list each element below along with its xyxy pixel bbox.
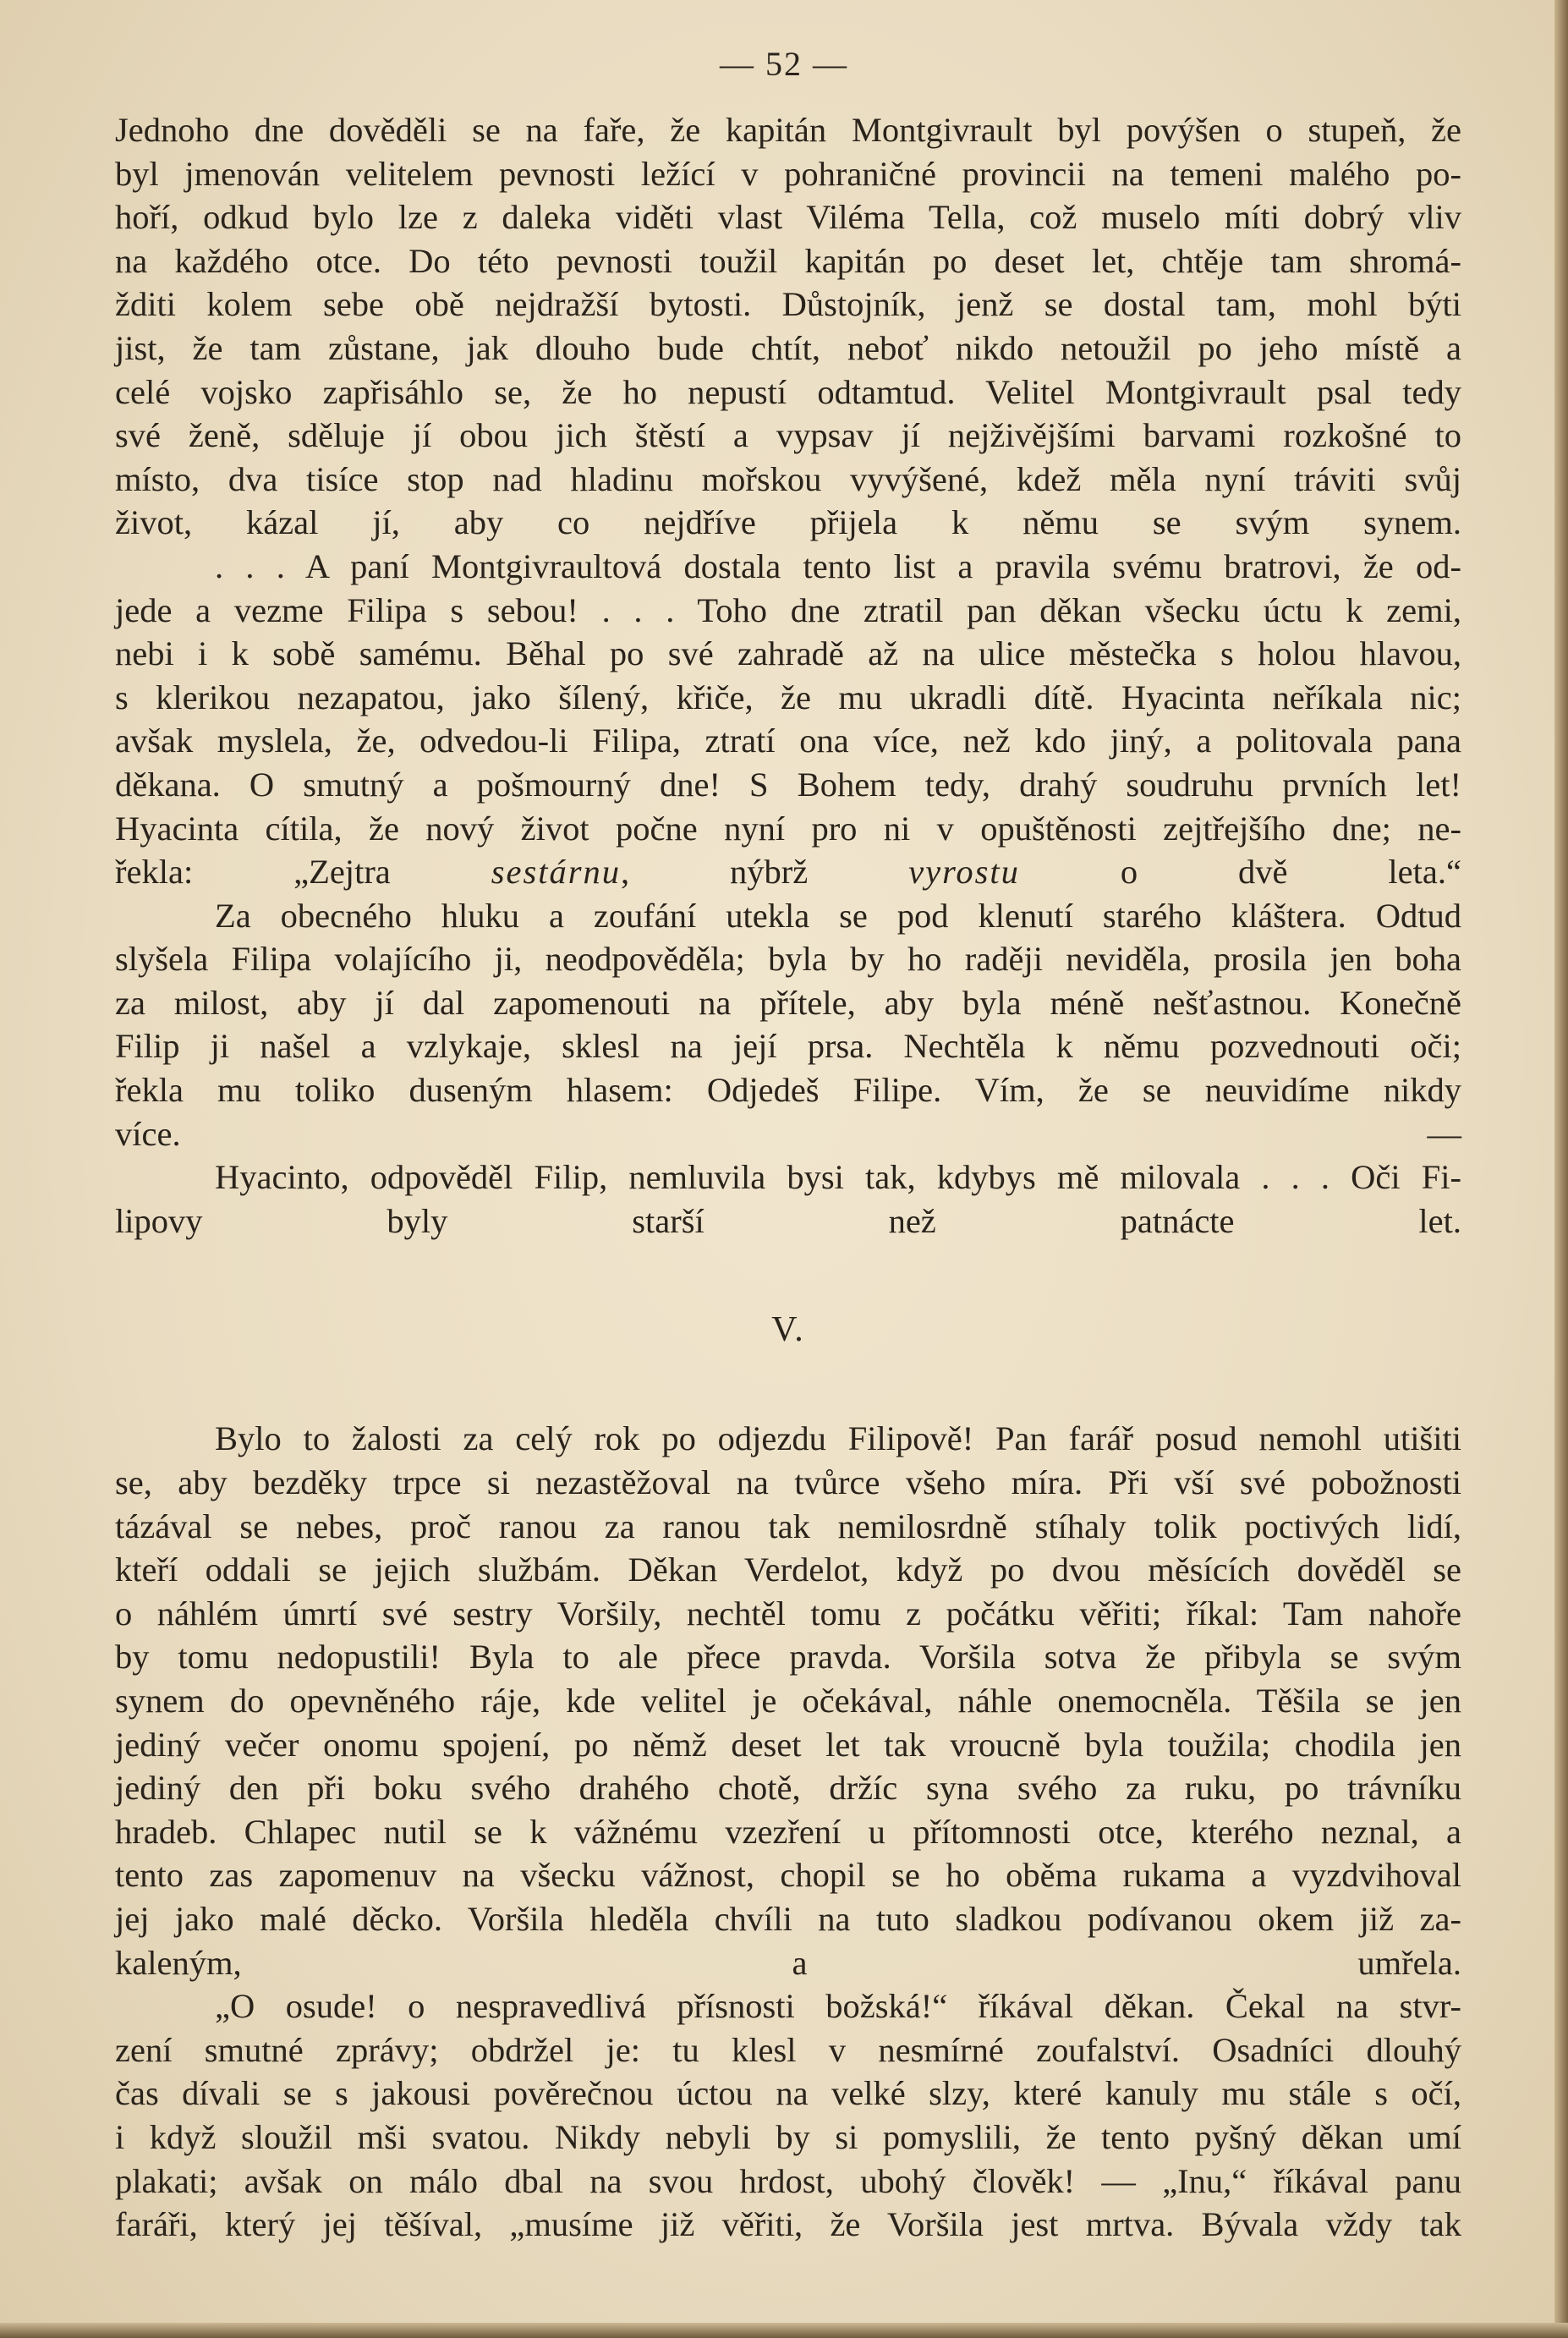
text-line: . . . A paní Montgivraultová dostala tento list a pravila svému bratrovi, že od- (215, 546, 1461, 585)
paragraph-3 (115, 894, 1461, 1156)
paragraph-1 (115, 108, 1461, 545)
italic-word: vyrostu (908, 853, 1020, 892)
text-line: tázával se nebes, proč ranou za ranou tak nemilosrdně stíhaly tolik poctivých lidí, (115, 1507, 1461, 1545)
text-line: kteří oddali se jejich službám. Děkan Verdelot, když po dvou měsících dověděl se (115, 1550, 1461, 1589)
text-line: zení smutné zprávy; obdržel je: tu klesl v nesmírné zoufalství. Osadníci dlouhý (115, 2030, 1461, 2069)
text-line: „O osude! o nespravedlivá přísnosti božská!“ říkával děkan. Čekal na stvr- (215, 1987, 1461, 2026)
text-line: faráři, který jej těšíval, „musíme již věřiti, že Voršila jest mrtva. Bývala vždy tak (115, 2205, 1461, 2244)
paragraph-4 (115, 1155, 1461, 1243)
text-line: Hyacinta cítila, že nový život počne nyní pro ni v opuštěnosti zejtřejšího dne; ne- (115, 809, 1461, 848)
quote-line (115, 850, 1461, 894)
paragraph-5 (115, 1417, 1461, 1984)
text-line: i když sloužil mši svatou. Nikdy nebyli by si pomyslili, že tento pyšný děkan umí (115, 2117, 1461, 2156)
text-line: za milost, aby jí dal zapomenouti na přítele, aby byla méně nešťastnou. Konečně (115, 983, 1461, 1022)
text-line: Jednoho dne dověděli se na faře, že kapitán Montgivrault byl povýšen o stupeň, že (115, 111, 1461, 149)
text-line: Bylo to žalosti za celý rok po odjezdu Filipově! Pan farář posud nemohl utišiti (215, 1419, 1461, 1458)
text-line: nebi i k sobě samému. Běhal po své zahradě až na ulice městečka s holou hlavou, (115, 634, 1461, 673)
text-line: jediný den při boku svého drahého chotě, držíc syna svého za ruku, po trávníku (115, 1769, 1461, 1808)
text-line: na každého otce. Do této pevnosti toužil kapitán po deset let, chtěje tam shromá- (115, 241, 1461, 280)
quote-text: řekla: „Zejtra (115, 853, 491, 892)
paragraph-2 (115, 545, 1461, 894)
text-line: avšak myslela, že, odvedou-li Filipa, ztratí ona více, než kdo jiný, a politovala pana (115, 722, 1461, 760)
text-line: s klerikou nezapatou, jako šílený, křiče, že mu ukradli dítě. Hyacinta neříkala nic; (115, 678, 1461, 716)
text-line: jist, že tam zůstane, jak dlouho bude chtít, neboť nikdo netoužil po jeho místě a (115, 328, 1461, 367)
text-line: čas dívali se s jakousi pověrečnou úctou na velké slzy, které kanuly mu stále s očí, (115, 2074, 1461, 2113)
text-line: život, kázal jí, aby co nejdříve přijela k němu se svým synem. (115, 503, 1461, 542)
text-line: místo, dva tisíce stop nad hladinu mořskou vyvýšené, kdež měla nyní tráviti svůj (115, 459, 1461, 498)
text-line: Filip ji našel a vzlykaje, sklesl na její prsa. Nechtěla k němu pozvednouti oči; (115, 1027, 1461, 1066)
text-line: plakati; avšak on málo dbal na svou hrdost, ubohý člověk! — „Inu,“ říkával panu (115, 2161, 1461, 2200)
text-line: hradeb. Chlapec nutil se k vážnému vzezření u přítomnosti otce, kterého neznal, a (115, 1812, 1461, 1851)
text-line: jede a vezme Filipa s sebou! . . . Toho dne ztratil pan děkan všecku úctu k zemi, (115, 590, 1461, 629)
page-edge-bottom (0, 2323, 1568, 2338)
page-number: — 52 — (720, 45, 848, 83)
quote-text: o dvě leta.“ (1019, 853, 1461, 892)
text-line: řekla mu toliko duseným hlasem: Odjedeš Filipe. Vím, že se neuvidíme nikdy (115, 1071, 1461, 1110)
text-line: slyšela Filipa volajícího ji, neodpověděla; byla by ho raději neviděla, prosila jen boha (115, 940, 1461, 979)
text-line: děkana. O smutný a pošmourný dne! S Bohem tedy, drahý soudruhu prvních let! (115, 765, 1461, 804)
text-line: žditi kolem sebe obě nejdražší bytosti. Důstojník, jenž se dostal tam, mohl býti (115, 285, 1461, 324)
text-line: o náhlém úmrtí své sestry Voršily, nechtěl tomu z počátku věřiti; říkal: Tam nahoře (115, 1594, 1461, 1633)
text-line: Hyacinto, odpověděl Filip, nemluvila bysi tak, kdybys mě milovala . . . Oči Fi- (215, 1158, 1461, 1197)
text-line: své ženě, sděluje jí obou jich štěstí a vypsav jí nejživějšími barvami rozkošné to (115, 416, 1461, 455)
text-line: kaleným, a umřela. (115, 1943, 1461, 1982)
italic-word: sestárnu (491, 853, 621, 892)
text-line: lipovy byly starší než patnácte let. (115, 1201, 1461, 1240)
text-line: jej jako malé děcko. Voršila hleděla chvíli na tuto sladkou podívanou okem již za- (115, 1899, 1461, 1938)
text-line: by tomu nedopustili! Byla to ale přece pravda. Voršila sotva že přibyla se svým (115, 1638, 1461, 1677)
text-line: jediný večer onomu spojení, po němž deset let tak vroucně byla toužila; chodila jen (115, 1725, 1461, 1764)
text-line: celé vojsko zapřisáhlo se, že ho nepustí odtamtud. Velitel Montgivrault psal tedy (115, 372, 1461, 411)
page-body (115, 108, 1461, 2247)
page-edge-right (1554, 0, 1568, 2338)
paragraph-6 (115, 1984, 1461, 2247)
chapter-heading: V. (771, 1310, 805, 1350)
text-line: Za obecného hluku a zoufání utekla se pod klenutí starého kláštera. Odtud (215, 896, 1461, 935)
text-line: byl jmenován velitelem pevnosti ležící v pohraničné provincii na temeni malého po- (115, 154, 1461, 193)
quote-text: , nýbrž (620, 853, 909, 892)
text-line: více. — (115, 1114, 1461, 1153)
text-line: synem do opevněného ráje, kde velitel je očekával, náhle onemocněla. Těšila se jen (115, 1682, 1461, 1720)
text-line: hoří, odkud bylo lze z daleka viděti vlast Viléma Tella, což muselo míti dobrý vliv (115, 198, 1461, 237)
text-line: se, aby bezděky trpce si nezastěžoval na tvůrce všeho míra. Při vší své pobožnosti (115, 1463, 1461, 1502)
text-line: tento zas zapomenuv na všecku vážnost, chopil se ho oběma rukama a vyzdvihoval (115, 1856, 1461, 1895)
